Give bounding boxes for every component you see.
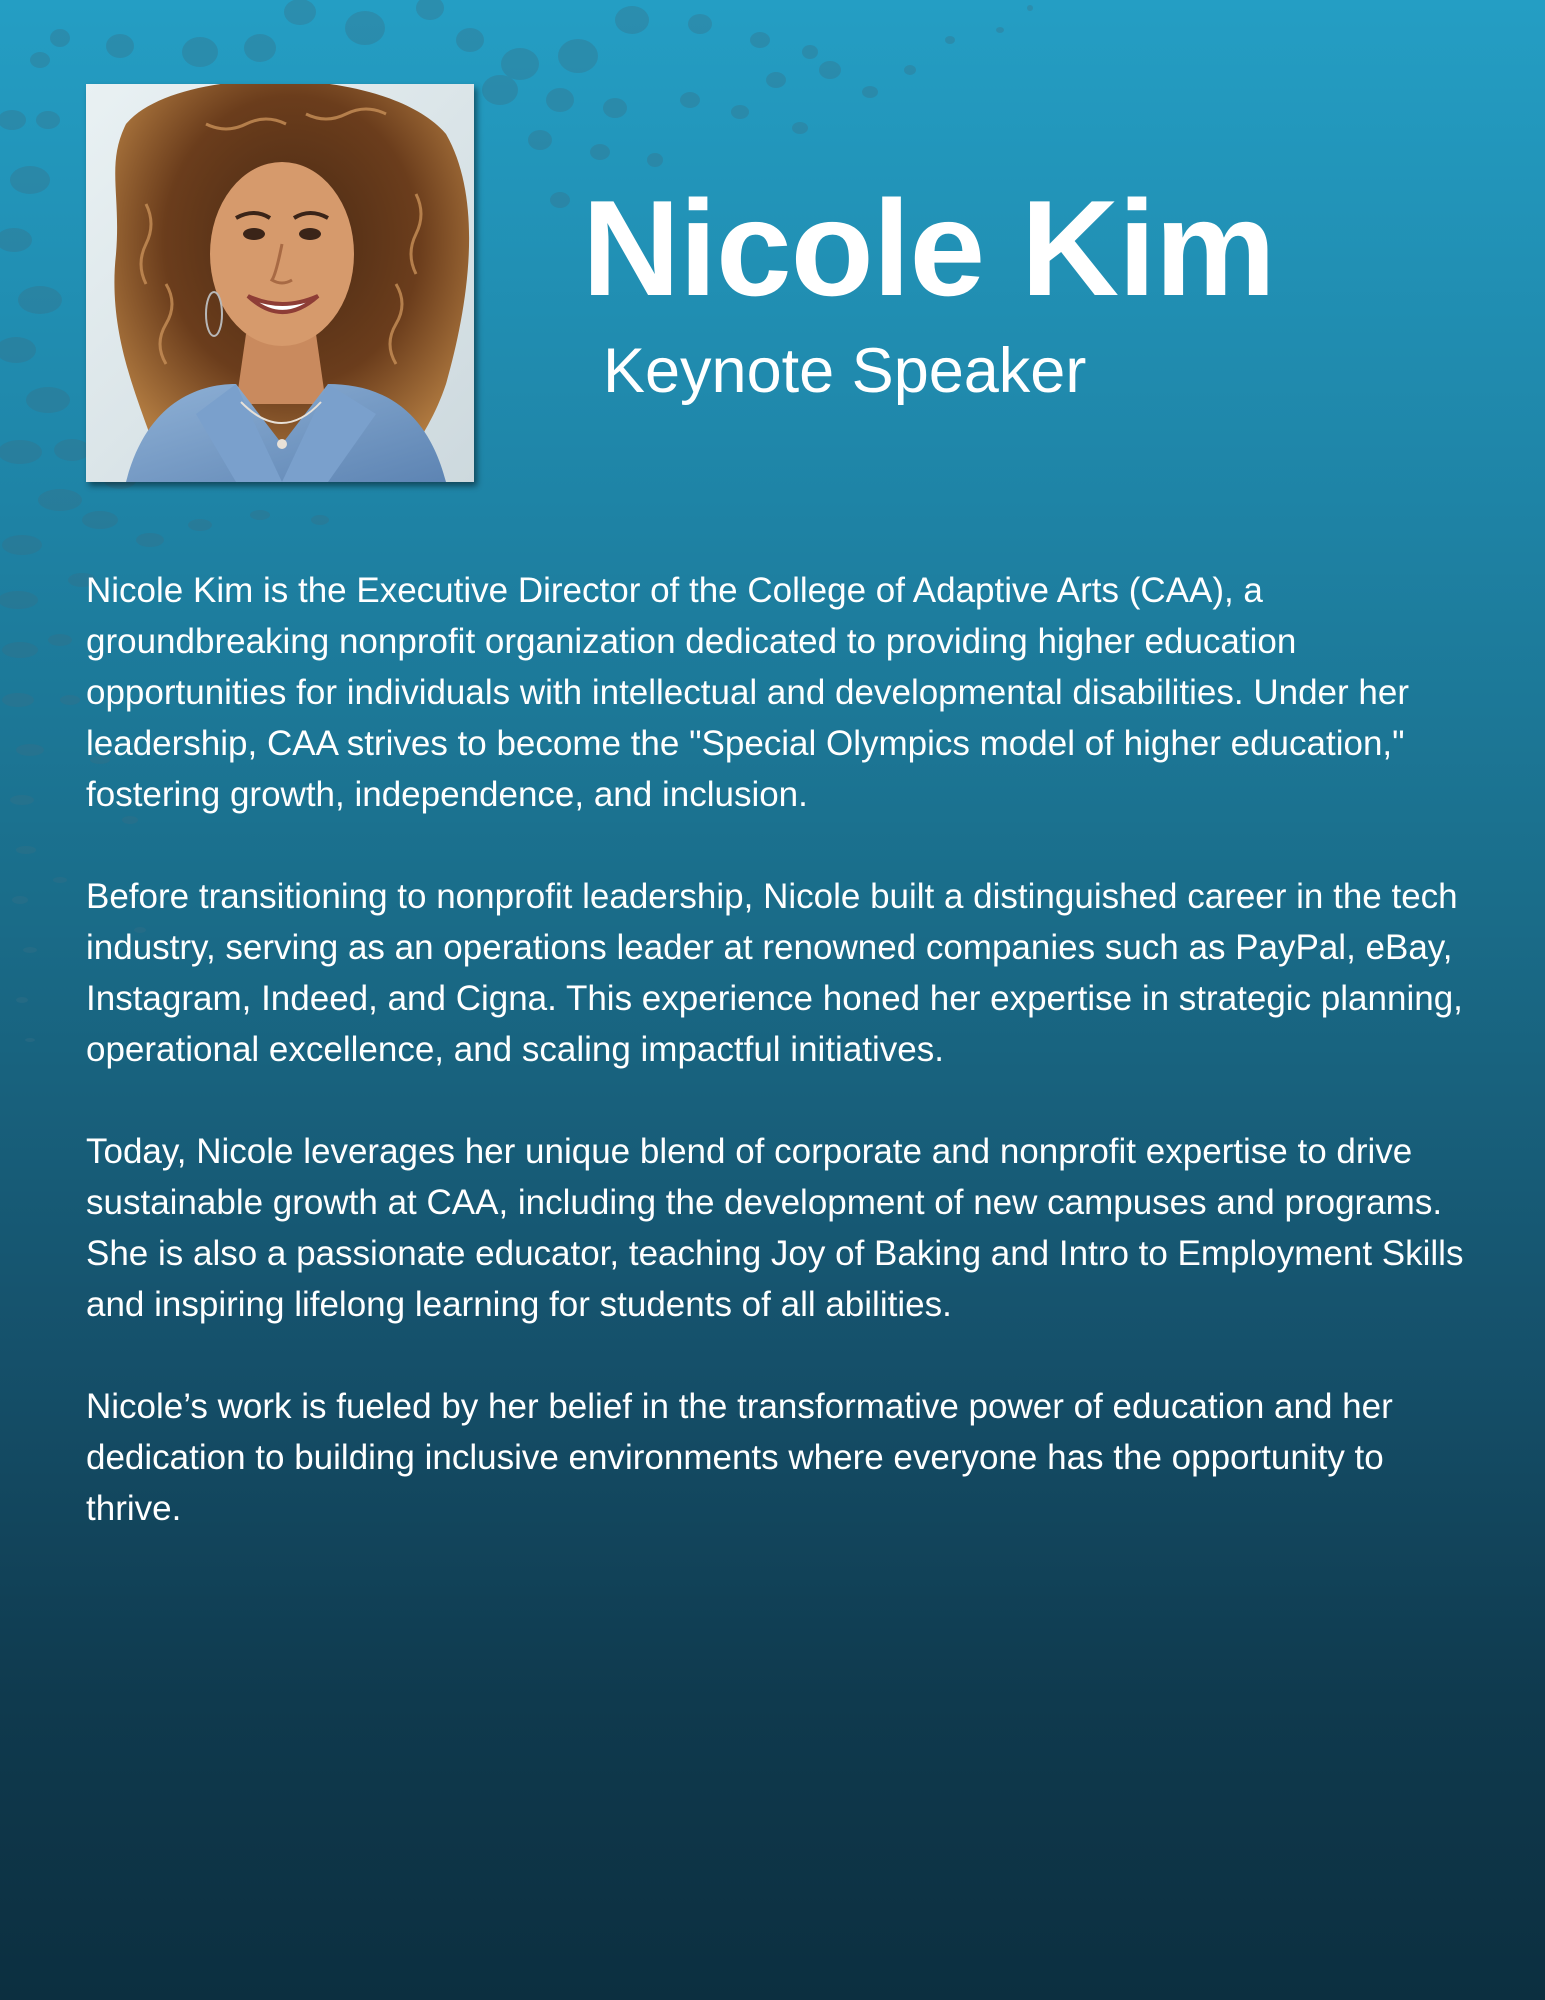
bio-paragraph: Today, Nicole leverages her unique blend of corporate and nonprofit expertise to drive sustainable growth at CAA, including the development of new campuses and programs. She is also a passionate educator, teaching Joy of Baking and Intro to Employment Skills and inspiring lifelong learning for students of all abilities. bbox=[86, 1132, 1464, 1324]
bio-paragraph: Nicole’s work is fueled by her belief in the transformative power of education and her dedication to building inclusive environments where everyone has the opportunity to thrive. bbox=[86, 1387, 1393, 1528]
bio-paragraph: Before transitioning to nonprofit leadership, Nicole built a distinguished career in the tech industry, serving as an operations leader at renowned companies such as PayPal, eBay, Instagram, Indeed, and Cigna. This experience honed her expertise in strategic planning, operational excellence, and scaling impactful initiatives. bbox=[86, 877, 1463, 1069]
speaker-bio bbox=[86, 565, 1486, 1585]
speaker-role: Keynote Speaker bbox=[603, 336, 1087, 406]
speaker-photo bbox=[86, 84, 474, 482]
portrait-illustration bbox=[86, 84, 474, 482]
bio-paragraph: Nicole Kim is the Executive Director of the College of Adaptive Arts (CAA), a groundbreaking nonprofit organization dedicated to providing higher education opportunities for individuals with intellectual and developmental disabilities. Under her leadership, CAA strives to become the "Special Olympics model of higher education," fostering growth, independence, and inclusion. bbox=[86, 571, 1409, 814]
speaker-name: Nicole Kim bbox=[582, 172, 1275, 324]
